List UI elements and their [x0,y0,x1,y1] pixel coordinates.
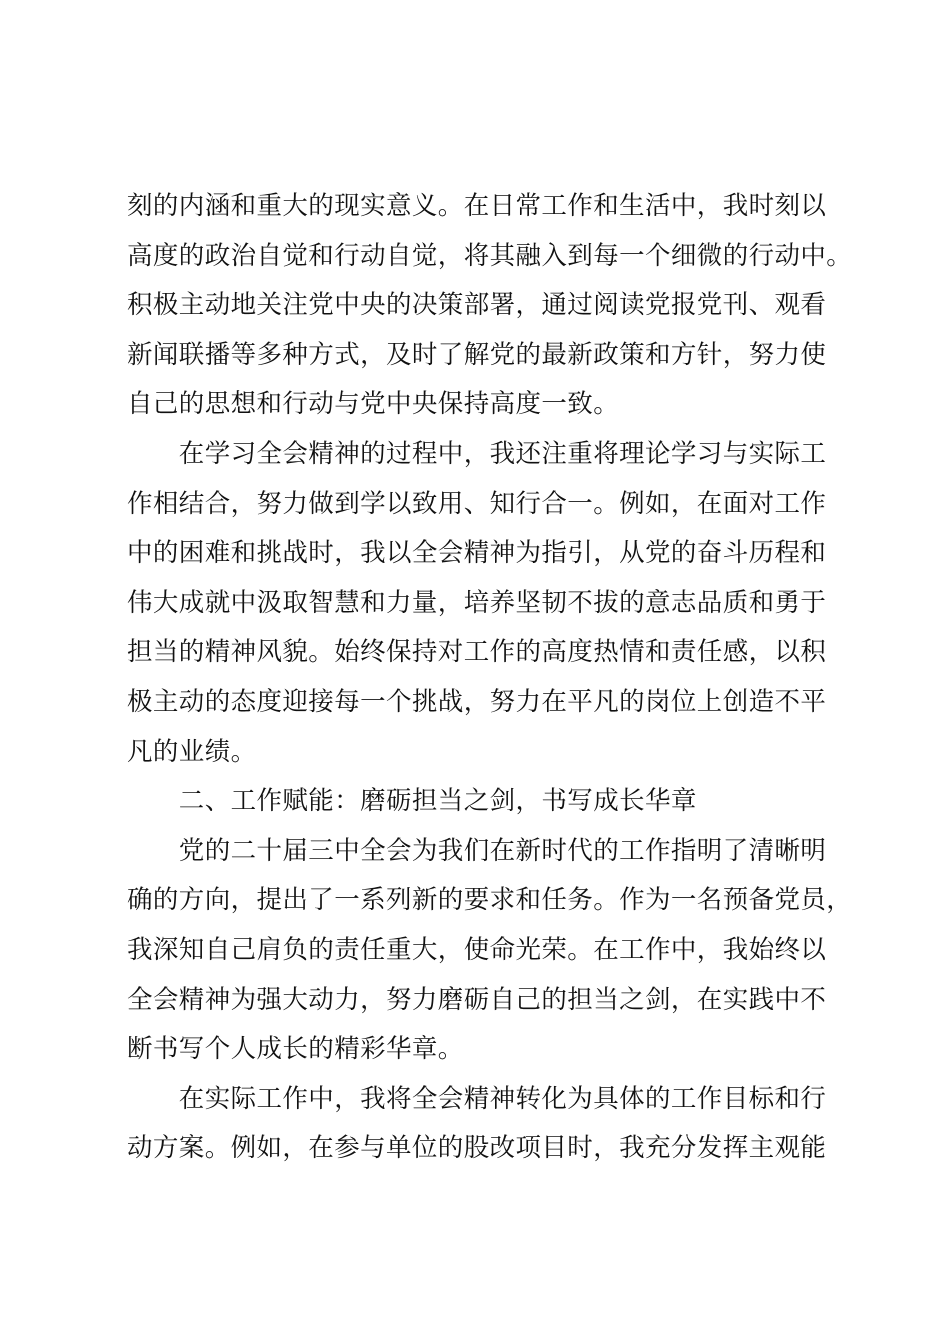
text-line: 刻的内涵和重大的现实意义。在日常工作和生活中，我时刻以 [127,191,827,221]
text-line: 全会精神为强大动力，努力磨砺自己的担当之剑，在实践中不 [127,984,827,1015]
text-line: 作相结合，努力做到学以致用、知行合一。例如，在面对工作 [127,488,827,519]
text-line: 自己的思想和行动与党中央保持高度一致。 [127,389,620,420]
text-line: 高度的政治自觉和行动自觉，将其融入到每一个细微的行动中。 [127,240,853,271]
text-line: 积极主动地关注党中央的决策部署，通过阅读党报党刊、观看 [127,290,827,321]
text-line: 极主动的态度迎接每一个挑战，努力在平凡的岗位上创造不平 [127,686,827,717]
text-line: 党的二十届三中全会为我们在新时代的工作指明了清晰明 [127,835,827,866]
document-body [127,182,857,1174]
text-line: 在学习全会精神的过程中，我还注重将理论学习与实际工 [127,438,827,469]
text-line: 确的方向，提出了一系列新的要求和任务。作为一名预备党员， [127,885,853,916]
text-line: 动方案。例如，在参与单位的股改项目时，我充分发挥主观能 [127,1133,827,1164]
text-line: 我深知自己肩负的责任重大，使命光荣。在工作中，我始终以 [127,934,827,965]
text-line: 凡的业绩。 [127,736,257,767]
text-line: 伟大成就中汲取智慧和力量，培养坚韧不拔的意志品质和勇于 [127,587,827,618]
text-line: 断书写个人成长的精彩华章。 [127,1034,464,1065]
text-line: 在实际工作中，我将全会精神转化为具体的工作目标和行 [127,1083,827,1114]
text-line: 中的困难和挑战时，我以全会精神为指引，从党的奋斗历程和 [127,538,827,569]
text-line: 担当的精神风貌。始终保持对工作的高度热情和责任感，以积 [127,637,827,668]
text-line: 新闻联播等多种方式，及时了解党的最新政策和方针，努力使 [127,339,827,370]
section-heading: 二、工作赋能：磨砺担当之剑，书写成长华章 [127,786,697,817]
